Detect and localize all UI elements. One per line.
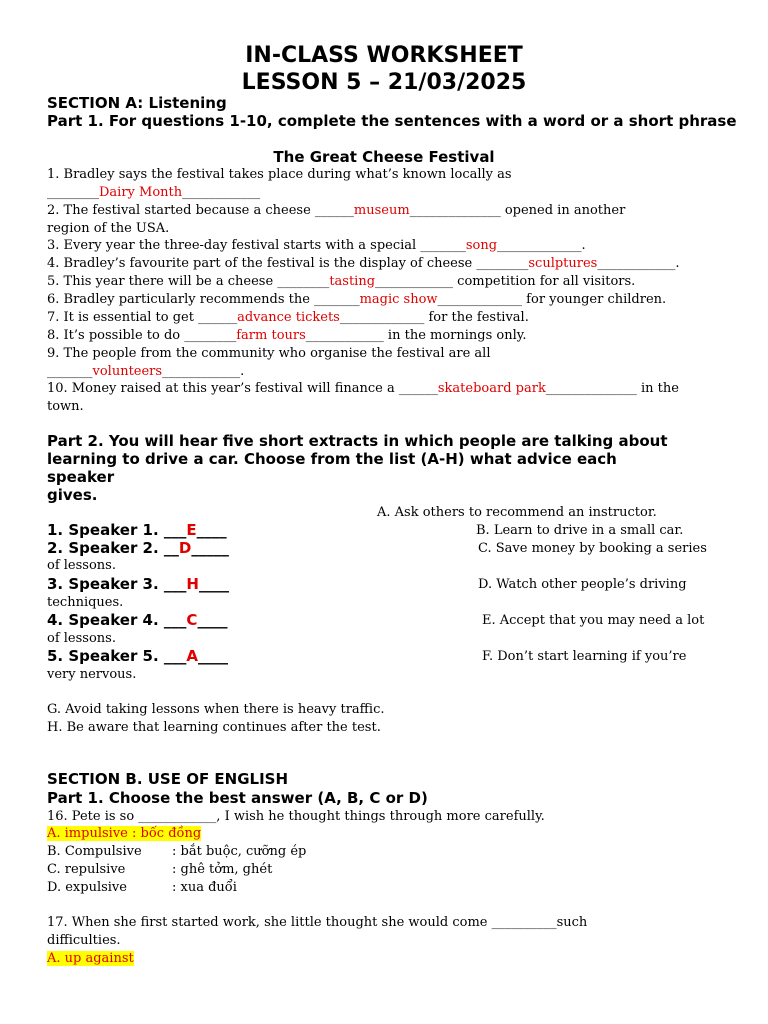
question-17-option-a: A. up against: [47, 951, 134, 966]
lesson-title: LESSON 5 – 21/03/2025: [241, 70, 527, 95]
option-h: H. Be aware that learning continues after the test.: [47, 720, 381, 735]
speaker-1: 1. Speaker 1. ___E____: [47, 521, 227, 539]
option-d-continued: techniques.: [47, 595, 124, 610]
question-2: 2. The festival started because a cheese ______museum______________ opened in another: [47, 203, 626, 218]
option-d: D. Watch other people’s driving: [478, 577, 687, 592]
option-g: G. Avoid taking lessons when there is heavy traffic.: [47, 702, 385, 717]
speaker-3-answer: H: [186, 575, 199, 593]
answer-5: tasting: [329, 274, 376, 289]
question-5: 5. This year there will be a cheese ________tasting____________ competition for all visitors.: [47, 274, 636, 289]
option-c: C. Save money by booking a series: [478, 541, 707, 556]
listening-subtitle: The Great Cheese Festival: [273, 148, 495, 166]
question-4: 4. Bradley’s favourite part of the festival is the display of cheese ________sculptures____________.: [47, 256, 680, 271]
part2-instruction-line3: speaker: [47, 468, 115, 486]
question-16-option-d: D. expulsive: [47, 880, 127, 895]
section-a-heading: SECTION A: Listening: [47, 94, 227, 112]
speaker-1-answer: E: [186, 521, 197, 539]
question-8: 8. It’s possible to do ________farm tours____________ in the mornings only.: [47, 328, 527, 343]
question-3: 3. Every year the three-day festival starts with a special _______song_____________.: [47, 238, 586, 253]
question-10: 10. Money raised at this year’s festival will finance a ______skateboard park______________ in the: [47, 381, 679, 396]
part2-instruction-line4: gives.: [47, 486, 98, 504]
question-6: 6. Bradley particularly recommends the _______magic show_____________ for younger children.: [47, 292, 667, 307]
question-9-answer-line: _______volunteers____________.: [47, 364, 245, 379]
speaker-2-answer: D: [178, 539, 192, 557]
part1-instruction: Part 1. For questions 1-10, complete the sentences with a word or a short phrase: [47, 112, 737, 130]
answer-3: song: [465, 238, 498, 253]
question-16-option-a: A. impulsive : bốc đồng: [47, 826, 202, 841]
option-c-continued: of lessons.: [47, 558, 116, 573]
question-16-option-b: B. Compulsive: [47, 844, 142, 859]
speaker-5-answer: A: [186, 647, 199, 665]
question-9-text: 9. The people from the community who organise the festival are all: [47, 346, 491, 361]
option-b: B. Learn to drive in a small car.: [476, 523, 684, 538]
option-e: E. Accept that you may need a lot: [482, 613, 705, 628]
worksheet-title: IN-CLASS WORKSHEET: [245, 43, 523, 68]
answer-8: farm tours: [236, 328, 306, 343]
question-17-continued: difficulties.: [47, 933, 121, 948]
option-a: A. Ask others to recommend an instructor.: [377, 505, 657, 520]
option-f: F. Don’t start learning if you’re: [482, 649, 687, 664]
question-16-option-c: C. repulsive: [47, 862, 126, 877]
speaker-4: 4. Speaker 4. ___C____: [47, 611, 228, 629]
question-10-continued: town.: [47, 399, 84, 414]
question-1-text: 1. Bradley says the festival takes place during what’s known locally as: [47, 167, 512, 182]
speaker-2: 2. Speaker 2. __D_____: [47, 539, 229, 557]
answer-10: skateboard park: [437, 381, 546, 396]
question-16-option-c-meaning: : ghê tởm, ghét: [172, 862, 273, 877]
answer-4: sculptures: [528, 256, 598, 271]
part2-instruction-line1: Part 2. You will hear five short extracts in which people are talking about: [47, 432, 668, 450]
question-1-answer-line: ________Dairy Month____________: [47, 185, 261, 200]
option-e-continued: of lessons.: [47, 631, 116, 646]
question-16-option-d-meaning: : xua đuổi: [172, 880, 237, 895]
answer-6: magic show: [359, 292, 438, 307]
speaker-5: 5. Speaker 5. ___A____: [47, 647, 229, 665]
answer-9: volunteers: [92, 364, 163, 379]
answer-1: Dairy Month: [99, 185, 183, 200]
part2-instruction-line2: learning to drive a car. Choose from the list (A-H) what advice each: [47, 450, 617, 468]
section-b-part1-instruction: Part 1. Choose the best answer (A, B, C or D): [47, 789, 428, 807]
question-16: 16. Pete is so ____________, I wish he thought things through more carefully.: [47, 809, 545, 824]
question-7: 7. It is essential to get ______advance tickets_____________ for the festival.: [47, 310, 529, 325]
answer-7: advance tickets: [237, 310, 340, 325]
answer-2: museum: [353, 203, 410, 218]
question-2-continued: region of the USA.: [47, 221, 170, 236]
option-f-continued: very nervous.: [47, 667, 137, 682]
question-17: 17. When she first started work, she little thought she would come __________such: [47, 915, 588, 930]
section-b-heading: SECTION B. USE OF ENGLISH: [47, 770, 289, 788]
speaker-3: 3. Speaker 3. ___H____: [47, 575, 229, 593]
speaker-4-answer: C: [186, 611, 198, 629]
question-16-option-b-meaning: : bắt buộc, cưỡng ép: [172, 844, 307, 859]
